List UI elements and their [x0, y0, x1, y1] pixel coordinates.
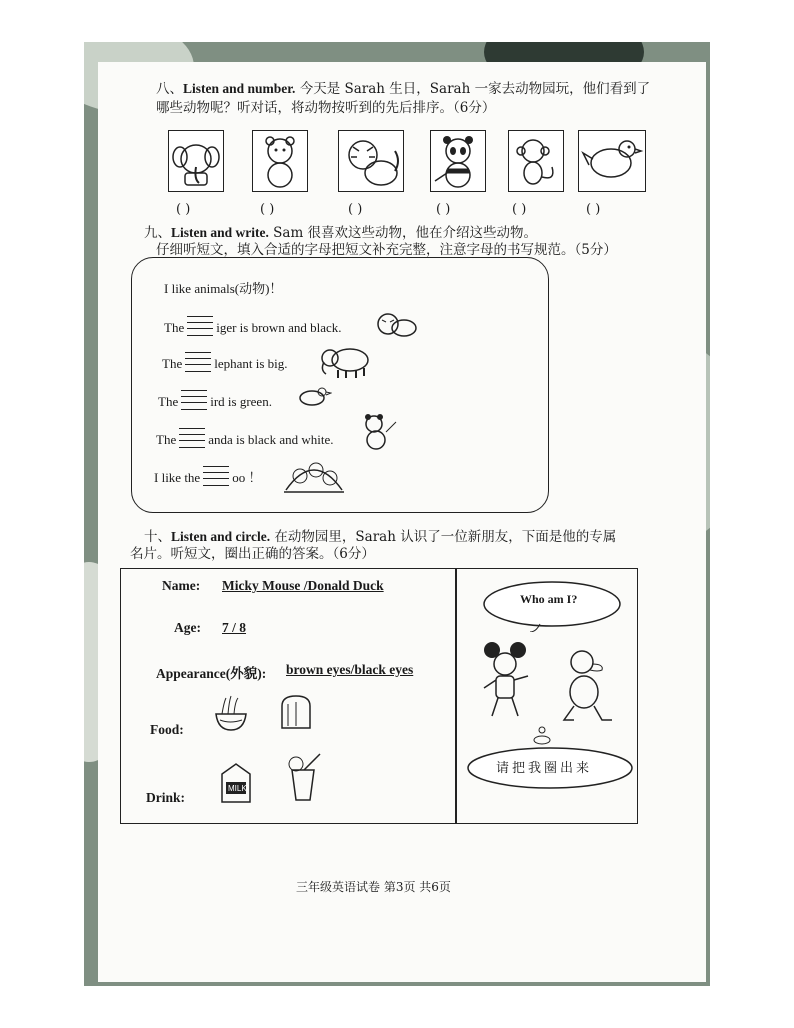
write-line-2: The lephant is big.	[162, 352, 288, 372]
card-divider	[455, 569, 457, 823]
food-label: Food:	[150, 722, 184, 737]
bread-icon[interactable]	[278, 692, 312, 732]
zoo-icon	[282, 450, 346, 496]
blank-3[interactable]	[181, 390, 207, 410]
section9-heading-line2: 仔细听短文，填入合适的字母把短文补充完整，注意字母的书写规范。（5分）	[156, 242, 617, 258]
bubble-bottom-text: 请把我圈出来	[496, 761, 593, 776]
section8-heading: 八、Listen and number. 今天是 Sarah 生日，Sarah 一家去动物园玩，他们看到了	[156, 81, 651, 97]
drink-label: Drink:	[146, 790, 186, 805]
panda-icon	[430, 130, 486, 192]
noodles-icon[interactable]	[212, 694, 250, 734]
write-line-1: The iger is brown and black.	[164, 316, 342, 336]
write-intro: I like animals(动物)！	[164, 281, 283, 296]
milk-carton-icon[interactable]	[216, 760, 256, 806]
section8-heading-line2: 哪些动物呢？听对话，将动物按听到的先后排序。（6分）	[156, 100, 496, 116]
write-line-3: The ird is green.	[158, 390, 272, 410]
appearance-label: Appearance(外貌):	[156, 666, 267, 681]
bird-icon	[296, 384, 332, 410]
elephant-icon	[168, 130, 224, 192]
answer-paren-4[interactable]: ( )	[436, 202, 451, 217]
animal-pictures	[168, 130, 648, 196]
elephant-icon	[318, 344, 372, 380]
section10-heading-line2: 名片。听短文，圈出正确的答案。（6分）	[130, 546, 375, 562]
tiger-icon	[374, 310, 420, 340]
answer-paren-3[interactable]: ( )	[348, 202, 363, 217]
blank-4[interactable]	[179, 428, 205, 448]
blank-5[interactable]	[203, 466, 229, 486]
answer-paren-5[interactable]: ( )	[512, 202, 527, 217]
mickey-mouse-figure[interactable]	[482, 640, 548, 724]
answer-paren-2[interactable]: ( )	[260, 202, 275, 217]
age-label: Age:	[174, 620, 201, 635]
section10-heading: 十、Listen and circle. 在动物园里，Sarah 认识了一位新朋友，下面是他的专属	[144, 529, 617, 545]
monkey-icon	[508, 130, 564, 192]
write-line-5: I like the oo ！	[154, 466, 261, 486]
exam-paper	[98, 62, 706, 982]
age-options[interactable]: 7 / 8	[222, 620, 247, 635]
juice-glass-icon[interactable]	[284, 752, 328, 804]
bird-icon	[578, 130, 646, 192]
answer-paren-1[interactable]: ( )	[176, 202, 191, 217]
name-label: Name:	[162, 578, 201, 593]
donald-duck-figure[interactable]	[556, 646, 620, 726]
bear-icon	[252, 130, 308, 192]
appearance-options[interactable]: brown eyes/black eyes	[286, 662, 414, 677]
panda-icon	[360, 412, 400, 452]
answer-paren-6[interactable]: ( )	[586, 202, 601, 217]
name-options[interactable]: Micky Mouse /Donald Duck	[222, 578, 384, 593]
bubble-top-text: Who am I?	[520, 592, 578, 606]
page-footer: 三年级英语试卷 第3页 共6页	[296, 880, 451, 894]
section9-heading: 九、Listen and write. Sam 很喜欢这些动物，他在介绍这些动物。	[144, 225, 538, 241]
blank-2[interactable]	[185, 352, 211, 372]
write-line-4: The anda is black and white.	[156, 428, 333, 448]
svg-text:MILK: MILK	[228, 784, 247, 793]
bubble-tail	[530, 726, 554, 746]
tiger-icon	[338, 130, 404, 192]
blank-1[interactable]	[187, 316, 213, 336]
